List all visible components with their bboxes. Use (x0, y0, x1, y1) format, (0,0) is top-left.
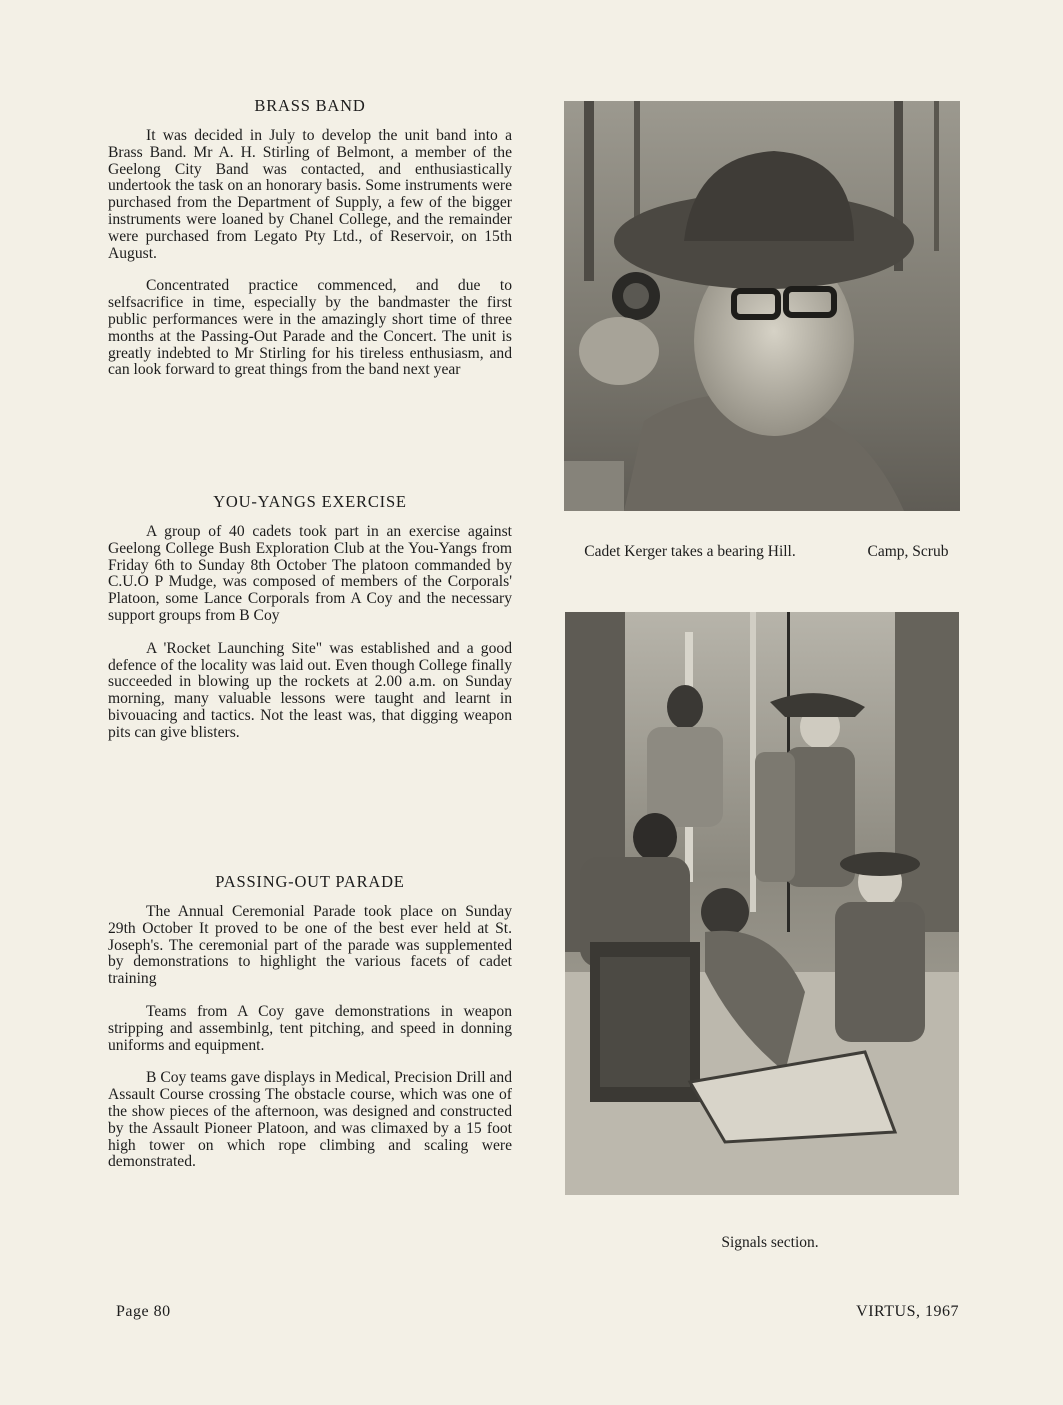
paragraph: Teams from A Coy gave demonstrations in weapon stripping and assembinlg, tent pitching, and speed in donning uniforms and equipment. (108, 1002, 512, 1054)
photo-caption: Signals section. (721, 1234, 819, 1251)
section-heading: PASSING-OUT PARADE (215, 872, 405, 891)
paragraph: B Coy teams gave displays in Medical, Precision Drill and Assault Course crossing The obstacle course, which was one of the show pieces of the afternoon, was designed and constructed by the Assault Pioneer Platoon, and was climaxed by a 15 foot high tower on which rope climbing and scaling were demonstrated. (108, 1069, 512, 1171)
paragraph: A 'Rocket Launching Site" was established and a good defence of the locality was laid out. Even though College finally succeeded in blowing up the rockets at 2.00 a.m. on Sunday morning, many valuable lessons were taught and learnt in bivouacing and tactics. Not the least was, that digging weapon pits can give blisters. (108, 639, 512, 741)
photo-caption: Cadet Kerger takes a bearing Hill. (584, 543, 796, 560)
page-number: Page 80 (116, 1303, 171, 1320)
paragraph: The Annual Ceremonial Parade took place on Sunday 29th October It proved to be one of the best ever held at St. Joseph's. The ceremonial part of the parade was supplemented by demonstrations to highlight the various facets of cadet training (108, 903, 512, 988)
paragraph: It was decided in July to develop the unit band into a Brass Band. Mr A. H. Stirling of Belmont, a member of the Geelong City Band was contacted, and enthusiastically undertook the task on an honorary basis. Some instruments were purchased from the Department of Supply, a few of the bigger instruments were loaned by Chanel College, and the remainder were purchased from Legato Pty Ltd., of Reservoir, on 15th August. (108, 127, 512, 262)
cadet-bearing-photo (564, 101, 960, 511)
photo-caption-continued: Camp, Scrub (867, 543, 949, 560)
section-heading: BRASS BAND (254, 96, 366, 115)
section-passing-out (108, 872, 512, 1187)
paragraph: A group of 40 cadets took part in an exercise against Geelong College Bush Exploration Club at the You-Yangs from Friday 6th to Sunday 8th October The platoon commanded by C.U.O P Mudge, was composed of members of the Corporals' Platoon, some Lance Corporals from A Coy and the necessary support groups from B Coy (108, 523, 512, 624)
section-heading: YOU-YANGS EXERCISE (213, 492, 407, 511)
publication-title: VIRTUS, 1967 (856, 1303, 959, 1320)
signals-section-photo (565, 612, 959, 1195)
section-you-yangs (108, 492, 512, 758)
section-brass-band (108, 96, 512, 395)
paragraph: Concentrated practice commenced, and due to selfsacrifice in time, especially by the bandmaster the first public performances were in the amazingly short time of three months at the Passing-Out Parade and the Concert. The unit is greatly indebted to Mr Stirling for his tireless enthusiasm, and can look forward to great things from the band next year (108, 277, 512, 379)
